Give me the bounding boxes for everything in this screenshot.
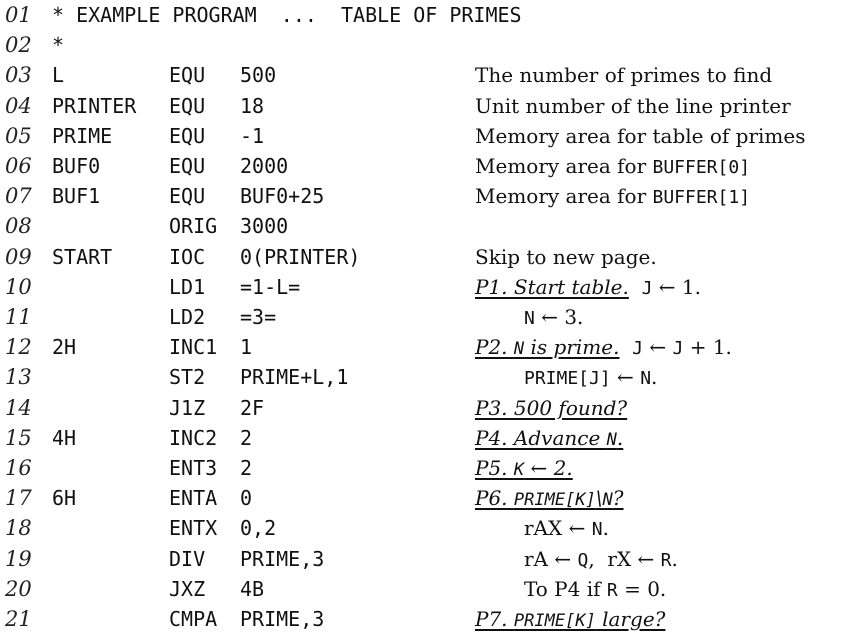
line-number: 04 bbox=[5, 93, 32, 118]
remark-text: Memory area for table of primes bbox=[475, 123, 806, 148]
location-label: PRINTER bbox=[52, 93, 137, 118]
comment-line: * bbox=[52, 33, 65, 58]
code-line bbox=[0, 513, 857, 543]
remark-step-code: N bbox=[606, 429, 617, 450]
remark bbox=[475, 332, 732, 364]
address-field: 2 bbox=[240, 456, 253, 480]
remark-step-text: P5. bbox=[475, 456, 514, 480]
remark-step: P1. Start table. bbox=[475, 274, 629, 299]
code-line bbox=[0, 453, 857, 483]
line-number: 03 bbox=[5, 63, 32, 88]
remark bbox=[524, 544, 678, 576]
code-line bbox=[0, 423, 857, 453]
line-number: 07 bbox=[5, 184, 32, 209]
remark-step-code: K bbox=[513, 460, 525, 480]
remark bbox=[475, 604, 665, 636]
opcode: EQU bbox=[169, 93, 206, 118]
address-field: 0(PRINTER) bbox=[240, 244, 361, 269]
remark-code: R bbox=[606, 579, 618, 601]
address-field: 4B bbox=[240, 576, 265, 601]
opcode: IOC bbox=[169, 244, 206, 269]
address-field: =1-L= bbox=[240, 274, 301, 299]
remark-text: ← bbox=[643, 335, 673, 360]
remark-step-text: ? bbox=[612, 486, 624, 511]
remark-text: The number of primes to find bbox=[475, 63, 773, 88]
remark-text: rAX ← bbox=[524, 516, 592, 541]
address-field: 500 bbox=[240, 63, 277, 88]
line-number: 16 bbox=[5, 456, 32, 480]
opcode: ENTA bbox=[169, 486, 218, 511]
line-number: 01 bbox=[5, 3, 32, 27]
line-number: 10 bbox=[5, 274, 32, 299]
remark-step-text: ← 2. bbox=[524, 456, 573, 480]
address-field: 2 bbox=[240, 425, 253, 450]
address-field: 1 bbox=[240, 335, 253, 360]
remark-step bbox=[475, 486, 624, 510]
line-number: 11 bbox=[5, 305, 32, 329]
address-field: 2F bbox=[240, 395, 265, 420]
opcode: EQU bbox=[169, 63, 206, 88]
remark-text: . bbox=[651, 365, 658, 390]
remark-text: Memory area for bbox=[475, 184, 653, 209]
address-field: 3000 bbox=[240, 214, 289, 239]
remark-text: + 1. bbox=[683, 335, 732, 360]
remark bbox=[475, 60, 772, 90]
remark bbox=[475, 423, 623, 455]
remark-text: . bbox=[671, 546, 678, 571]
remark-text: ← 1. bbox=[652, 274, 701, 299]
code-line bbox=[0, 302, 857, 332]
opcode: CMPA bbox=[169, 607, 218, 631]
opcode: ST2 bbox=[169, 365, 206, 390]
line-number: 13 bbox=[5, 365, 32, 390]
opcode: DIV bbox=[169, 546, 206, 571]
remark bbox=[475, 453, 573, 485]
location-label: START bbox=[52, 244, 113, 269]
remark-code: N bbox=[524, 308, 535, 329]
line-number: 19 bbox=[5, 546, 32, 571]
opcode: EQU bbox=[169, 184, 206, 209]
remark-step bbox=[475, 456, 573, 480]
opcode: LD2 bbox=[169, 305, 206, 329]
opcode: LD1 bbox=[169, 274, 206, 299]
remark-step-code: N bbox=[513, 339, 525, 360]
address-field: PRIME+L,1 bbox=[240, 365, 349, 390]
remark-code: N bbox=[591, 519, 603, 541]
remark bbox=[475, 91, 791, 121]
remark-step bbox=[475, 607, 665, 631]
remark-step-text: P7. bbox=[475, 607, 514, 631]
location-label: 2H bbox=[52, 335, 77, 360]
remark-code: PRIME[J] bbox=[524, 368, 611, 390]
remark-code: BUFFER[1] bbox=[652, 187, 751, 209]
remark bbox=[475, 151, 750, 183]
remark bbox=[475, 242, 657, 272]
line-number: 09 bbox=[5, 244, 32, 269]
address-field: BUF0+25 bbox=[240, 184, 325, 209]
remark-step-code: N bbox=[602, 490, 613, 511]
address-field: 0 bbox=[240, 486, 253, 511]
line-number: 18 bbox=[5, 516, 32, 541]
code-line bbox=[0, 30, 857, 60]
remark-text: = 0. bbox=[617, 576, 667, 601]
opcode: ENT3 bbox=[169, 456, 218, 480]
remark-step-code: PRIME[K] bbox=[513, 490, 596, 511]
location-label: 4H bbox=[52, 425, 77, 450]
code-line bbox=[0, 242, 857, 272]
opcode: EQU bbox=[169, 154, 206, 178]
remark bbox=[524, 302, 583, 334]
code-line bbox=[0, 181, 857, 211]
location-label: BUF0 bbox=[52, 154, 101, 178]
remark bbox=[475, 121, 805, 151]
code-line bbox=[0, 362, 857, 392]
opcode: EQU bbox=[169, 123, 206, 148]
line-number: 06 bbox=[5, 154, 32, 178]
line-number: 15 bbox=[5, 425, 32, 450]
remark-step-text: P6. bbox=[475, 486, 514, 511]
remark-text: Unit number of the line printer bbox=[475, 93, 791, 118]
remark-code: N bbox=[640, 368, 652, 390]
remark-code: R bbox=[660, 549, 672, 571]
remark-text: . bbox=[602, 516, 609, 541]
remark-step: P3. 500 found? bbox=[475, 395, 628, 420]
code-line bbox=[0, 574, 857, 604]
remark-code: J bbox=[641, 277, 653, 299]
remark-step-text: P2. bbox=[475, 335, 514, 360]
opcode: INC2 bbox=[169, 425, 218, 450]
remark-text: ← 3. bbox=[534, 305, 584, 329]
remark-code: J bbox=[632, 338, 644, 360]
remark-text: , rX ← bbox=[588, 546, 661, 571]
comment-line: * EXAMPLE PROGRAM ... TABLE OF PRIMES bbox=[52, 3, 522, 27]
remark bbox=[524, 362, 657, 394]
opcode: J1Z bbox=[169, 395, 206, 420]
opcode: INC1 bbox=[169, 335, 218, 360]
opcode: JXZ bbox=[169, 576, 206, 601]
code-line bbox=[0, 332, 857, 362]
code-line bbox=[0, 60, 857, 90]
remark-step-text: . bbox=[616, 425, 624, 450]
code-line bbox=[0, 483, 857, 513]
line-number: 14 bbox=[5, 395, 32, 420]
remark bbox=[524, 513, 609, 545]
code-line bbox=[0, 272, 857, 302]
code-line bbox=[0, 211, 857, 241]
remark-text: To P4 if bbox=[524, 576, 607, 601]
code-line bbox=[0, 393, 857, 423]
address-field: 18 bbox=[240, 93, 265, 118]
remark-text: Memory area for bbox=[475, 154, 653, 178]
remark bbox=[475, 393, 627, 423]
line-number: 12 bbox=[5, 335, 32, 360]
remark-text: ← bbox=[610, 365, 641, 390]
remark bbox=[475, 272, 701, 304]
remark bbox=[475, 181, 750, 213]
remark-text: Skip to new page. bbox=[475, 244, 657, 269]
line-number: 08 bbox=[5, 214, 32, 239]
address-field: =3= bbox=[240, 305, 277, 329]
opcode: ENTX bbox=[169, 516, 218, 541]
remark-text bbox=[619, 335, 632, 359]
remark bbox=[475, 483, 624, 515]
code-line bbox=[0, 91, 857, 121]
opcode: ORIG bbox=[169, 214, 218, 239]
address-field: PRIME,3 bbox=[240, 607, 325, 631]
remark-step-text: P4. Advance bbox=[475, 425, 607, 450]
line-number: 20 bbox=[5, 576, 32, 601]
remark-step-text: large? bbox=[595, 607, 666, 631]
remark bbox=[524, 574, 666, 606]
code-line bbox=[0, 0, 857, 30]
address-field: PRIME,3 bbox=[240, 546, 325, 571]
address-field: 0,2 bbox=[240, 516, 277, 541]
remark-code: Q bbox=[577, 549, 589, 571]
remark-step bbox=[475, 335, 619, 359]
remark-step-code: PRIME[K] bbox=[513, 611, 596, 631]
remark-code: BUFFER[0] bbox=[652, 157, 751, 178]
location-label: BUF1 bbox=[52, 184, 101, 209]
address-field: 2000 bbox=[240, 154, 289, 178]
line-number: 17 bbox=[5, 486, 32, 511]
line-number: 02 bbox=[5, 33, 32, 58]
location-label: 6H bbox=[52, 486, 77, 511]
remark-step-text: \ bbox=[595, 486, 603, 511]
code-line bbox=[0, 121, 857, 151]
code-line bbox=[0, 151, 857, 181]
line-number: 05 bbox=[5, 123, 32, 148]
code-line bbox=[0, 604, 857, 634]
remark-text bbox=[629, 275, 642, 299]
remark-step bbox=[475, 426, 623, 450]
code-line bbox=[0, 544, 857, 574]
remark-step-text: is prime. bbox=[524, 335, 620, 360]
location-label: L bbox=[52, 63, 65, 88]
location-label: PRIME bbox=[52, 123, 113, 148]
remark-code: J bbox=[672, 338, 684, 360]
line-number: 21 bbox=[5, 607, 32, 631]
remark-text: rA ← bbox=[524, 546, 578, 571]
address-field: -1 bbox=[240, 123, 265, 148]
